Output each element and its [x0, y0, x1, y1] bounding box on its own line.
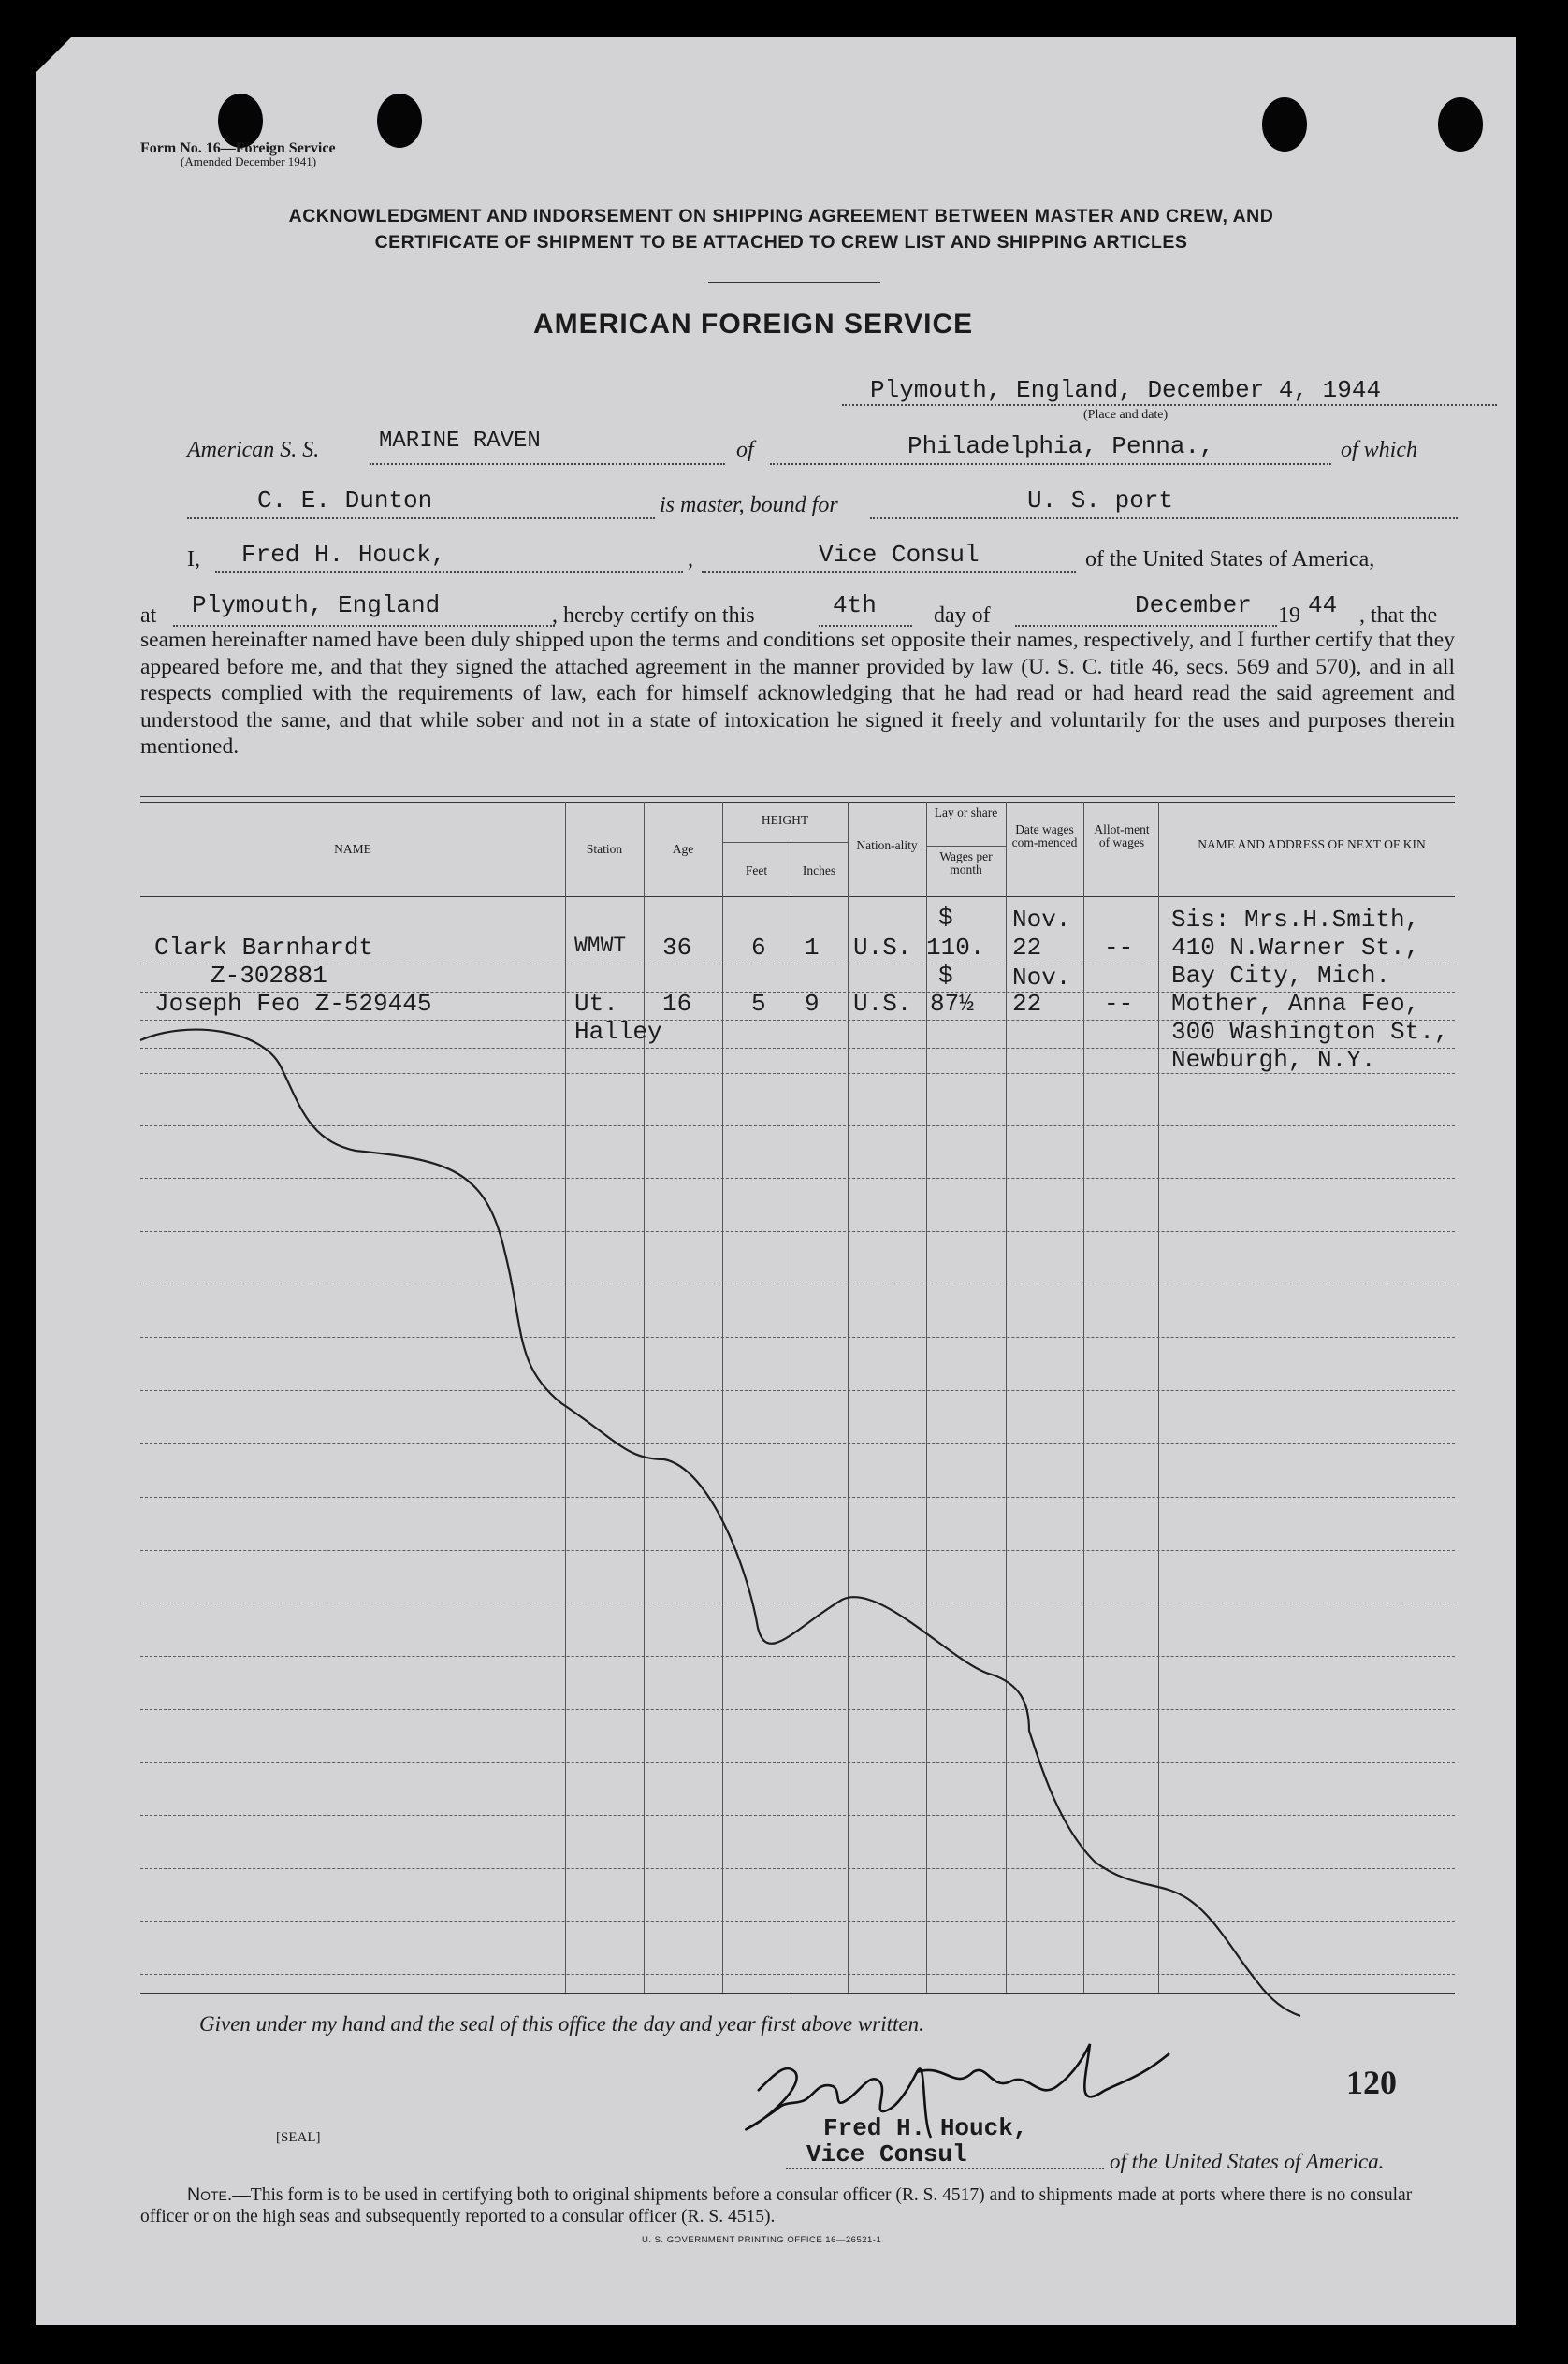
vessel-name: MARINE RAVEN	[379, 428, 541, 454]
row1-dollar-sign: $	[938, 904, 953, 932]
row1-z-number: Z-302881	[211, 962, 327, 990]
col-header-name: NAME	[334, 842, 371, 856]
row2-inches: 9	[805, 990, 820, 1018]
place-date-caption: (Place and date)	[1083, 408, 1169, 422]
col-header-next-of-kin: NAME AND ADDRESS OF NEXT OF KIN	[1198, 837, 1426, 851]
is-master-label: is master, bound for	[660, 493, 838, 517]
form-amended: (Amended December 1941)	[181, 154, 317, 168]
printing-office: U. S. GOVERNMENT PRINTING OFFICE 16—26521-1	[642, 2235, 882, 2245]
col-header-age: Age	[672, 842, 694, 856]
col-header-date-wages: Date wages com-menced	[1011, 822, 1078, 849]
year-suffix: 44	[1308, 591, 1338, 619]
certification-body: seamen hereinafter named have been duly shipped upon the terms and conditions set opposite their names, respectively, and I further certify that they appeared before me, and that they signed the attached agreement in the manner provided by law (U. S. C. title 46, secs. 569 and 570), and in all respects complied with the requirements of law, each for himself acknowledging that he had read or had heard read the said agreement and understood the same, and that while sober and not in a state of intoxication he signed it freely and voluntarily for the uses and purposes therein mentioned.	[140, 628, 1455, 759]
row2-name: Joseph Feo Z-529445	[154, 990, 432, 1018]
master-name: C. E. Dunton	[257, 486, 433, 515]
bound-for: U. S. port	[1027, 486, 1174, 515]
row1-date-day: 22	[1012, 934, 1042, 962]
signer-name: Fred H. Houck,	[823, 2114, 1028, 2142]
seal-label: [SEAL]	[276, 2130, 321, 2145]
row2-wages: 87½	[930, 990, 974, 1018]
row1-feet: 6	[751, 934, 766, 962]
of-which-label: of which	[1341, 438, 1417, 462]
row1-kin-line1: Sis: Mrs.H.Smith,	[1171, 906, 1420, 934]
row2-age: 16	[662, 990, 692, 1018]
col-header-lay-or-share: Lay or share	[934, 805, 998, 819]
row1-inches: 1	[805, 934, 820, 962]
note-label: Note.	[187, 2184, 233, 2205]
service-title: AMERICAN FOREIGN SERVICE	[533, 309, 974, 340]
row2-kin-line1: Mother, Anna Feo,	[1171, 990, 1420, 1018]
day-of-label: day of	[934, 603, 991, 628]
row1-age: 36	[662, 934, 692, 962]
col-header-wages: Wages per month	[939, 849, 993, 877]
row2-dollar-sign: $	[938, 962, 953, 990]
row2-date-day: 22	[1012, 990, 1042, 1018]
row1-station: WMWT	[574, 934, 627, 958]
of-label: of	[736, 438, 754, 462]
i-label: I,	[187, 547, 200, 572]
row2-kin-line2: 300 Washington St.,	[1171, 1018, 1449, 1046]
of-us-label: of the United States of America,	[1085, 547, 1375, 572]
at-label: at	[140, 603, 157, 628]
row2-kin-line3: Newburgh, N.Y.	[1171, 1046, 1376, 1074]
note-text: —This form is to be used in certifying both to original shipments before a consular officer (R. S. 4517) and to shipments made at ports where there is no consular officer or on the high seas and subsequently reported to a consular officer (R. S. 4515).	[140, 2185, 1413, 2226]
col-header-allotment: Allot-ment of wages	[1094, 822, 1150, 849]
officer-title: Vice Consul	[819, 541, 980, 569]
american-ss-label: American S. S.	[187, 438, 320, 462]
col-header-height: HEIGHT	[761, 813, 809, 827]
row2-feet: 5	[751, 990, 766, 1018]
place-date: Plymouth, England, December 4, 1944	[870, 376, 1382, 404]
at-place: Plymouth, England	[192, 591, 441, 619]
row2-allotment: --	[1104, 990, 1134, 1018]
col-header-feet: Feet	[745, 863, 768, 877]
row2-station: Ut.	[574, 990, 618, 1018]
col-header-station: Station	[586, 842, 623, 856]
home-port: Philadelphia, Penna.,	[907, 432, 1214, 460]
row1-allotment: --	[1104, 934, 1134, 962]
row1-wages: 110.	[926, 934, 985, 962]
that-the-label: , that the	[1359, 603, 1438, 628]
signer-title: Vice Consul	[806, 2140, 967, 2168]
page-number: 120	[1346, 2064, 1397, 2101]
form-heading-line1: ACKNOWLEDGMENT AND INDORSEMENT ON SHIPPING AGREEMENT BETWEEN MASTER AND CREW, AND	[288, 206, 1274, 226]
given-under-hand: Given under my hand and the seal of this office the day and year first above written.	[199, 2012, 924, 2036]
row1-nationality: U.S.	[853, 934, 912, 962]
row2-date-month: Nov.	[1012, 964, 1071, 992]
officer-name: Fred H. Houck,	[241, 541, 446, 569]
form-heading-line2: CERTIFICATE OF SHIPMENT TO BE ATTACHED TO CREW LIST AND SHIPPING ARTICLES	[374, 232, 1188, 253]
row1-name: Clark Barnhardt	[154, 934, 374, 962]
form-number: Form No. 16—Foreign Service	[140, 140, 336, 156]
row1-kin-line2: 410 N.Warner St.,	[1171, 934, 1420, 962]
row1-kin-line3: Bay City, Mich.	[1171, 962, 1391, 990]
month-value: December	[1135, 591, 1252, 619]
row2-station-line2: Halley	[574, 1018, 662, 1046]
row2-nationality: U.S.	[853, 990, 912, 1018]
day-value: 4th	[833, 591, 877, 619]
of-us-footer-label: of the United States of America.	[1110, 2150, 1385, 2173]
col-header-inches: Inches	[802, 863, 836, 877]
note-block	[140, 2184, 1459, 2227]
col-header-nationality: Nation-ality	[856, 838, 918, 852]
year-prefix: 19	[1278, 603, 1300, 628]
comma: ,	[688, 547, 693, 572]
certify-label: , hereby certify on this	[552, 603, 755, 628]
row1-date-month: Nov.	[1012, 906, 1071, 934]
